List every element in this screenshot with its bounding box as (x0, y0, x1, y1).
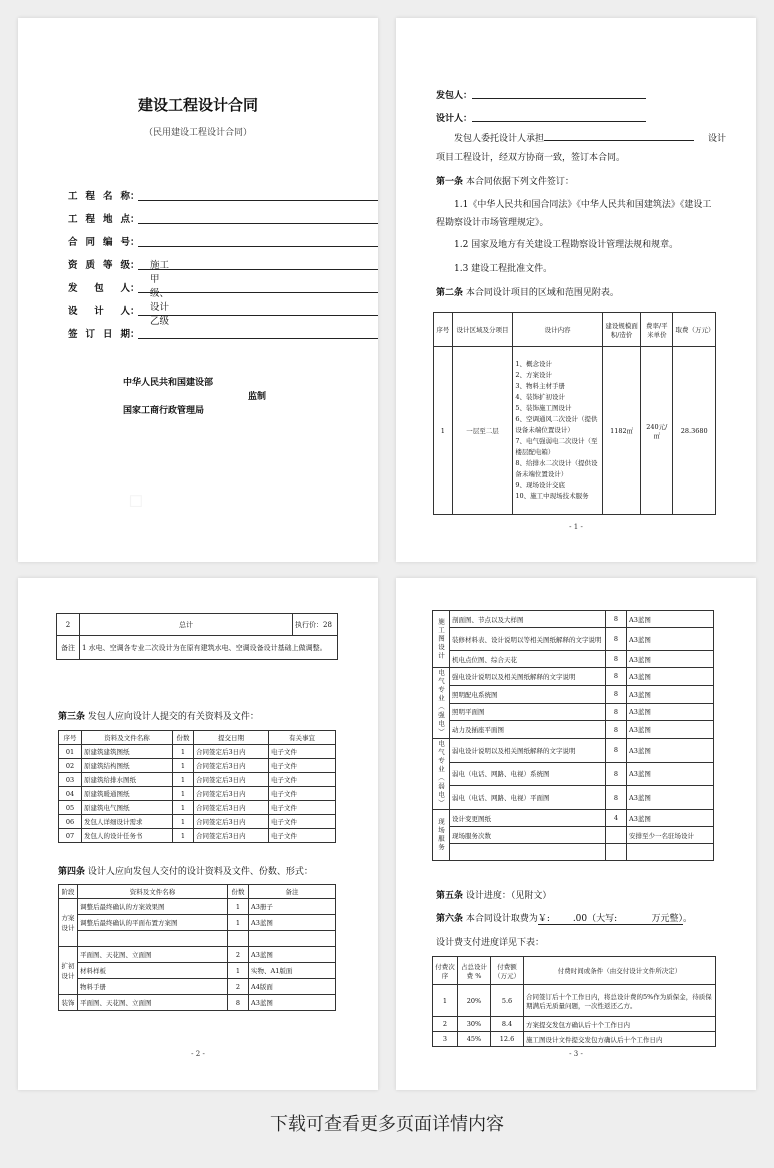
pay-cell: 8.4 (491, 1017, 524, 1032)
deliverable-cell: 实物、A1版面 (249, 963, 336, 979)
cover-field-label: 资质等级 (68, 260, 130, 271)
cover-field-label: 工程名称 (68, 191, 130, 202)
art3-cell: 原建筑结构图纸 (82, 759, 173, 773)
deliverable-cell: A4版面 (249, 979, 336, 995)
cover-field-colon: ： (130, 329, 140, 340)
art3-cell: 电子文件 (269, 801, 336, 815)
art3-cell: 02 (59, 759, 82, 773)
deliverable-cell: A3蓝图 (627, 611, 714, 628)
deliverable-cell: 1 (228, 915, 249, 931)
page-2 (396, 18, 756, 562)
exec-price: 执行价：28 (293, 614, 338, 636)
cover-field-line (138, 200, 378, 201)
client-documents-table (58, 730, 336, 843)
deliverable-row (433, 827, 714, 844)
deliverable-row (433, 703, 714, 721)
payment-table (432, 956, 716, 1047)
art3-cell: 1 (173, 773, 194, 787)
payment-intro: 设计费支付进度详见下表： (436, 938, 545, 948)
art3-cell: 03 (59, 773, 82, 787)
art3-cell: 原建筑暖通图纸 (82, 787, 173, 801)
deliverable-cell: 平面图、天花图、立面图 (78, 947, 228, 963)
remark-text: 1 水电、空调各专业二次设计为在原有建筑水电、空调设备设计基础上做调整。 (80, 636, 338, 660)
art3-cell: 电子文件 (269, 773, 336, 787)
issuer-bureau: 国家工商行政管理局 (123, 406, 205, 416)
scope-content-item: 1、概念设计 (515, 360, 552, 368)
scope-header-scale: 建设规模面积/造价 (602, 313, 640, 347)
art3-cell: 07 (59, 829, 82, 843)
deliverable-row (59, 947, 336, 963)
scope-header-rate: 费率/平米单价 (641, 313, 673, 347)
page-1-cover (18, 18, 378, 562)
deliverable-cell: 8 (228, 995, 249, 1011)
cover-field-colon: ： (130, 214, 140, 225)
pay-row (433, 985, 716, 1017)
art3-cell: 合同签定后3日内 (194, 745, 269, 759)
fee-amount: ￥: .00（大写: 万元整） (537, 914, 684, 924)
deliverable-cell (78, 931, 228, 947)
deliverable-row (433, 628, 714, 651)
deliverable-cell: 2 (228, 979, 249, 995)
stage-cell: 装饰 (59, 995, 78, 1011)
cover-field-colon: ： (130, 237, 140, 248)
deliverable-row (433, 651, 714, 668)
art3-row (59, 829, 336, 843)
deliverable-row (433, 685, 714, 703)
scope-content-item: 8、给排水二次设计（提供设备未端位置设计） (515, 459, 598, 478)
art4-header-cell: 阶段 (59, 885, 78, 899)
article-1-1a: 1.1《中华人民共和国合同法》《中华人民共和国建筑法》《建设工 (454, 200, 712, 210)
art3-row (59, 801, 336, 815)
article-5: 第五条 设计进度：（见附文） (436, 891, 552, 901)
scope-content-item: 5、装饰施工图设计 (515, 404, 572, 412)
art3-cell: 1 (173, 801, 194, 815)
deliverable-cell: 设计变更图纸 (450, 810, 606, 827)
art3-cell: 1 (173, 759, 194, 773)
scope-header-fee: 取费（万元） (673, 313, 716, 347)
stage-cell: 现场服务 (433, 810, 450, 861)
designer-line (472, 121, 646, 122)
art3-cell: 电子文件 (269, 787, 336, 801)
client-label: 发包人： (436, 91, 473, 101)
pay-row (433, 1017, 716, 1032)
deliverable-cell: 8 (606, 703, 627, 721)
cover-field-colon: ： (130, 306, 140, 317)
deliverable-cell (606, 844, 627, 861)
designer-label: 设计人： (436, 114, 473, 124)
deliverable-cell: 2 (228, 947, 249, 963)
scope-content-item: 10、施工中现场技术服务 (515, 492, 589, 500)
cover-field-label: 签订日期 (68, 329, 130, 340)
deliverable-cell: 弱电设计说明以及相关图纸解释的文字说明 (450, 739, 606, 763)
scope-content-item: 7、电气强弱电二次设计（至楼层配电箱） (515, 437, 598, 456)
art3-row (59, 787, 336, 801)
deliverable-cell: 8 (606, 739, 627, 763)
deliverable-row (59, 899, 336, 915)
art3-row (59, 815, 336, 829)
art3-cell: 合同签定后3日内 (194, 815, 269, 829)
cover-field-value: 施工甲级、设计乙级 (150, 260, 170, 327)
article-1-2: 1.2 国家及地方有关建设工程勘察设计管理法规和规章。 (454, 240, 679, 250)
article-4: 第四条 设计人应向发包人交付的设计资料及文件、份数、形式： (58, 867, 313, 877)
deliverable-cell: A3蓝图 (627, 786, 714, 810)
deliverable-row (59, 979, 336, 995)
cover-field-line (138, 292, 378, 293)
deliverable-cell: A3蓝图 (627, 685, 714, 703)
deliverables-table-1 (58, 884, 336, 1011)
deliverable-cell: 现场服务次数 (450, 827, 606, 844)
stage-cell: 电气专业（强电） (433, 668, 450, 739)
art3-cell: 电子文件 (269, 829, 336, 843)
art3-header-cell: 序号 (59, 731, 82, 745)
total-no: 2 (57, 614, 80, 636)
art3-cell: 01 (59, 745, 82, 759)
art3-cell: 合同签定后3日内 (194, 787, 269, 801)
cover-field-line (138, 223, 378, 224)
page-number-2: - 2 - (191, 1050, 205, 1058)
deliverable-cell: A3蓝图 (627, 721, 714, 739)
deliverable-cell (249, 931, 336, 947)
deliverable-cell: A3蓝图 (249, 995, 336, 1011)
deliverable-cell: A3蓝图 (249, 915, 336, 931)
deliverable-cell: 8 (606, 668, 627, 686)
art3-row (59, 745, 336, 759)
deliverable-row (59, 995, 336, 1011)
art3-cell: 06 (59, 815, 82, 829)
pay-cell: 30% (458, 1017, 491, 1032)
page-number-1: - 1 - (569, 523, 583, 531)
project-blank (544, 130, 694, 141)
deliverable-cell: 剖面图、节点以及大样图 (450, 611, 606, 628)
art3-header-cell: 提交日期 (194, 731, 269, 745)
art3-cell: 电子文件 (269, 745, 336, 759)
deliverable-cell: A3册子 (249, 899, 336, 915)
deliverable-cell: 调整后最终确认的方案效果图 (78, 899, 228, 915)
deliverable-cell: 8 (606, 685, 627, 703)
cover-field-line (138, 269, 378, 270)
deliverable-row (59, 915, 336, 931)
article-2: 第二条 本合同设计项目的区域和范围见附表。 (436, 288, 619, 298)
art4-header-cell: 资料及文件名称 (78, 885, 228, 899)
deliverable-cell: 装修材料表、设计说明以等相关图纸解释的文字说明 (450, 628, 606, 651)
pay-cell: 3 (433, 1032, 458, 1047)
pay-header-cell: 付费时间或条件（由交付设计文件所决定） (524, 957, 716, 985)
deliverable-row (433, 786, 714, 810)
deliverable-cell: 8 (606, 786, 627, 810)
art3-cell: 电子文件 (269, 759, 336, 773)
deliverable-cell: 照明配电系统图 (450, 685, 606, 703)
scope-content-item: 9、现场设计交底 (515, 481, 565, 489)
pay-header-cell: 付费额（万元） (491, 957, 524, 985)
deliverable-cell: 8 (606, 762, 627, 786)
deliverable-row (59, 963, 336, 979)
scope-content-item: 3、物料主材手册 (515, 382, 565, 390)
deliverable-row (433, 721, 714, 739)
article-6: 第六条 本合同设计取费为￥: .00（大写: 万元整）。 (436, 914, 693, 924)
deliverable-cell: 4 (606, 810, 627, 827)
issuer-ministry: 中华人民共和国建设部 (123, 378, 214, 388)
scope-row-no: 1 (434, 347, 453, 515)
client-line (472, 98, 646, 99)
pay-cell: 45% (458, 1032, 491, 1047)
article-3: 第三条 发包人应向设计人提交的有关资料及文件： (58, 712, 259, 722)
cover-field-label: 合同编号 (68, 237, 130, 248)
scope-content-item: 2、方案设计 (515, 371, 552, 379)
pay-cell: 施工图设计文件提交发包方确认后十个工作日内 (524, 1032, 716, 1047)
pay-header-cell: 付费次序 (433, 957, 458, 985)
cover-field-label: 发包人 (68, 283, 130, 294)
deliverable-row (59, 931, 336, 947)
deliverable-cell: 平面图、天花图、立面图 (78, 995, 228, 1011)
art3-cell: 1 (173, 815, 194, 829)
art3-header-cell: 资料及文件名称 (82, 731, 173, 745)
watermark (122, 486, 152, 516)
footer-more-pages[interactable]: 下载可查看更多页面详情内容 (270, 1114, 504, 1135)
art3-cell: 原建筑建筑图纸 (82, 745, 173, 759)
scope-row-area: 一层至二层 (452, 347, 513, 515)
scope-header-area: 设计区域及分项目 (452, 313, 513, 347)
deliverable-cell: 材料样板 (78, 963, 228, 979)
scope-header-content: 设计内容 (513, 313, 603, 347)
art3-cell: 合同签定后3日内 (194, 829, 269, 843)
pay-cell: 方案提交发包方确认后十个工作日内 (524, 1017, 716, 1032)
page-number-3: - 3 - (569, 1050, 583, 1058)
deliverable-cell: A3蓝图 (627, 810, 714, 827)
deliverable-cell: 8 (606, 628, 627, 651)
stage-cell: 电气专业（弱电） (433, 739, 450, 810)
article-1-3: 1.3 建设工程批准文件。 (454, 264, 553, 274)
pay-cell: 5.6 (491, 985, 524, 1017)
pay-cell: 20% (458, 985, 491, 1017)
deliverable-row (433, 739, 714, 763)
cover-field-colon: ： (130, 260, 140, 271)
deliverable-row (433, 844, 714, 861)
art3-row (59, 759, 336, 773)
scope-header-no: 序号 (434, 313, 453, 347)
scope-row-fee: 28.3680 (673, 347, 716, 515)
deliverable-row (433, 668, 714, 686)
pay-row (433, 1032, 716, 1047)
total-label: 总计 (80, 614, 293, 636)
intro-line-2: 项目工程设计，经双方协商一致，签订本合同。 (436, 153, 626, 163)
deliverable-cell (606, 827, 627, 844)
art3-cell: 合同签定后3日内 (194, 801, 269, 815)
art3-cell: 05 (59, 801, 82, 815)
cover-field-line (138, 338, 378, 339)
scope-table (433, 312, 716, 515)
art3-cell: 04 (59, 787, 82, 801)
art4-header-cell: 备注 (249, 885, 336, 899)
art3-row (59, 773, 336, 787)
pay-cell: 2 (433, 1017, 458, 1032)
cover-field-label: 工程地点 (68, 214, 130, 225)
deliverable-cell: 8 (606, 611, 627, 628)
deliverable-cell: A3蓝图 (627, 668, 714, 686)
deliverable-cell: A3蓝图 (627, 628, 714, 651)
deliverable-row (433, 611, 714, 628)
deliverable-cell (228, 931, 249, 947)
deliverables-table-2 (432, 610, 714, 861)
art3-cell: 发包人详细设计需求 (82, 815, 173, 829)
pay-cell: 1 (433, 985, 458, 1017)
deliverable-cell: A3蓝图 (249, 947, 336, 963)
supervise-label: 监制 (248, 392, 267, 402)
deliverable-cell: 调整后最终确认的平面布置方案图 (78, 915, 228, 931)
art3-cell: 合同签定后3日内 (194, 773, 269, 787)
art3-cell: 原建筑给排水图纸 (82, 773, 173, 787)
scope-row-contents (513, 347, 603, 515)
deliverable-cell (450, 844, 606, 861)
deliverable-cell: 弱电（电话、网路、电视）系统图 (450, 762, 606, 786)
deliverable-cell: 安排至少一名驻场设计 (627, 827, 714, 844)
art3-cell: 合同签定后3日内 (194, 759, 269, 773)
scope-row-scale: 1182㎡ (602, 347, 640, 515)
art3-header-cell: 有关事宜 (269, 731, 336, 745)
deliverable-cell: 弱电（电话、网路、电视）平面图 (450, 786, 606, 810)
cover-field-colon: ： (130, 191, 140, 202)
deliverable-row (433, 762, 714, 786)
stage-cell: 施工图设计 (433, 611, 450, 668)
deliverable-cell: 强电设计说明以及相关图纸解释的文字说明 (450, 668, 606, 686)
stage-cell: 方案设计 (59, 899, 78, 947)
stage-cell: 扩初设计 (59, 947, 78, 995)
art3-cell: 电子文件 (269, 815, 336, 829)
deliverable-cell: A3蓝图 (627, 651, 714, 668)
pay-cell: 12.6 (491, 1032, 524, 1047)
total-table (56, 613, 338, 660)
art3-cell: 1 (173, 787, 194, 801)
intro-line-1: 发包人委托设计人承担 设计 (454, 130, 726, 148)
deliverable-row (433, 810, 714, 827)
deliverable-cell: A3蓝图 (627, 739, 714, 763)
art3-cell: 原建筑电气图纸 (82, 801, 173, 815)
art3-cell: 1 (173, 829, 194, 843)
deliverable-cell: 8 (606, 721, 627, 739)
article-1: 第一条 本合同依据下列文件签订： (436, 177, 574, 187)
remark-label: 备注 (57, 636, 80, 660)
scope-content-item: 6、空调通风二次设计（提供设备未端位置设计） (515, 415, 598, 434)
deliverable-cell: 机电点位图、综合天花 (450, 651, 606, 668)
deliverable-cell: 照明平面图 (450, 703, 606, 721)
deliverable-cell: 动力及插座平面图 (450, 721, 606, 739)
cover-field-line (138, 315, 378, 316)
deliverable-cell: 物料手册 (78, 979, 228, 995)
deliverable-cell: 1 (228, 899, 249, 915)
scope-row-rate: 240元/㎡ (641, 347, 673, 515)
contract-title: 建设工程设计合同 (137, 96, 258, 114)
art4-header-cell: 份数 (228, 885, 249, 899)
scope-content-item: 4、装饰扩初设计 (515, 393, 565, 401)
deliverable-cell: 8 (606, 651, 627, 668)
deliverable-cell: 1 (228, 963, 249, 979)
page-3 (18, 578, 378, 1090)
cover-field-label: 设计人 (68, 306, 130, 317)
cover-field-colon: ： (130, 283, 140, 294)
article-1-1b: 程勘察设计市场管理规定》。 (436, 218, 549, 228)
art3-cell: 发包人的设计任务书 (82, 829, 173, 843)
deliverable-cell: A3蓝图 (627, 762, 714, 786)
art3-cell: 1 (173, 745, 194, 759)
art3-header-cell: 份数 (173, 731, 194, 745)
deliverable-cell (627, 844, 714, 861)
cover-field-line (138, 246, 378, 247)
pay-header-cell: 占总设计费 % (458, 957, 491, 985)
pay-cell: 合同签订后十个工作日内，将总设计费的5%作为质保金，待质保期满后无质量问题，一次性返还乙方。 (524, 985, 716, 1017)
page-4 (396, 578, 756, 1090)
deliverable-cell: A3蓝图 (627, 703, 714, 721)
contract-subtitle: （民用建设工程设计合同） (143, 128, 252, 138)
